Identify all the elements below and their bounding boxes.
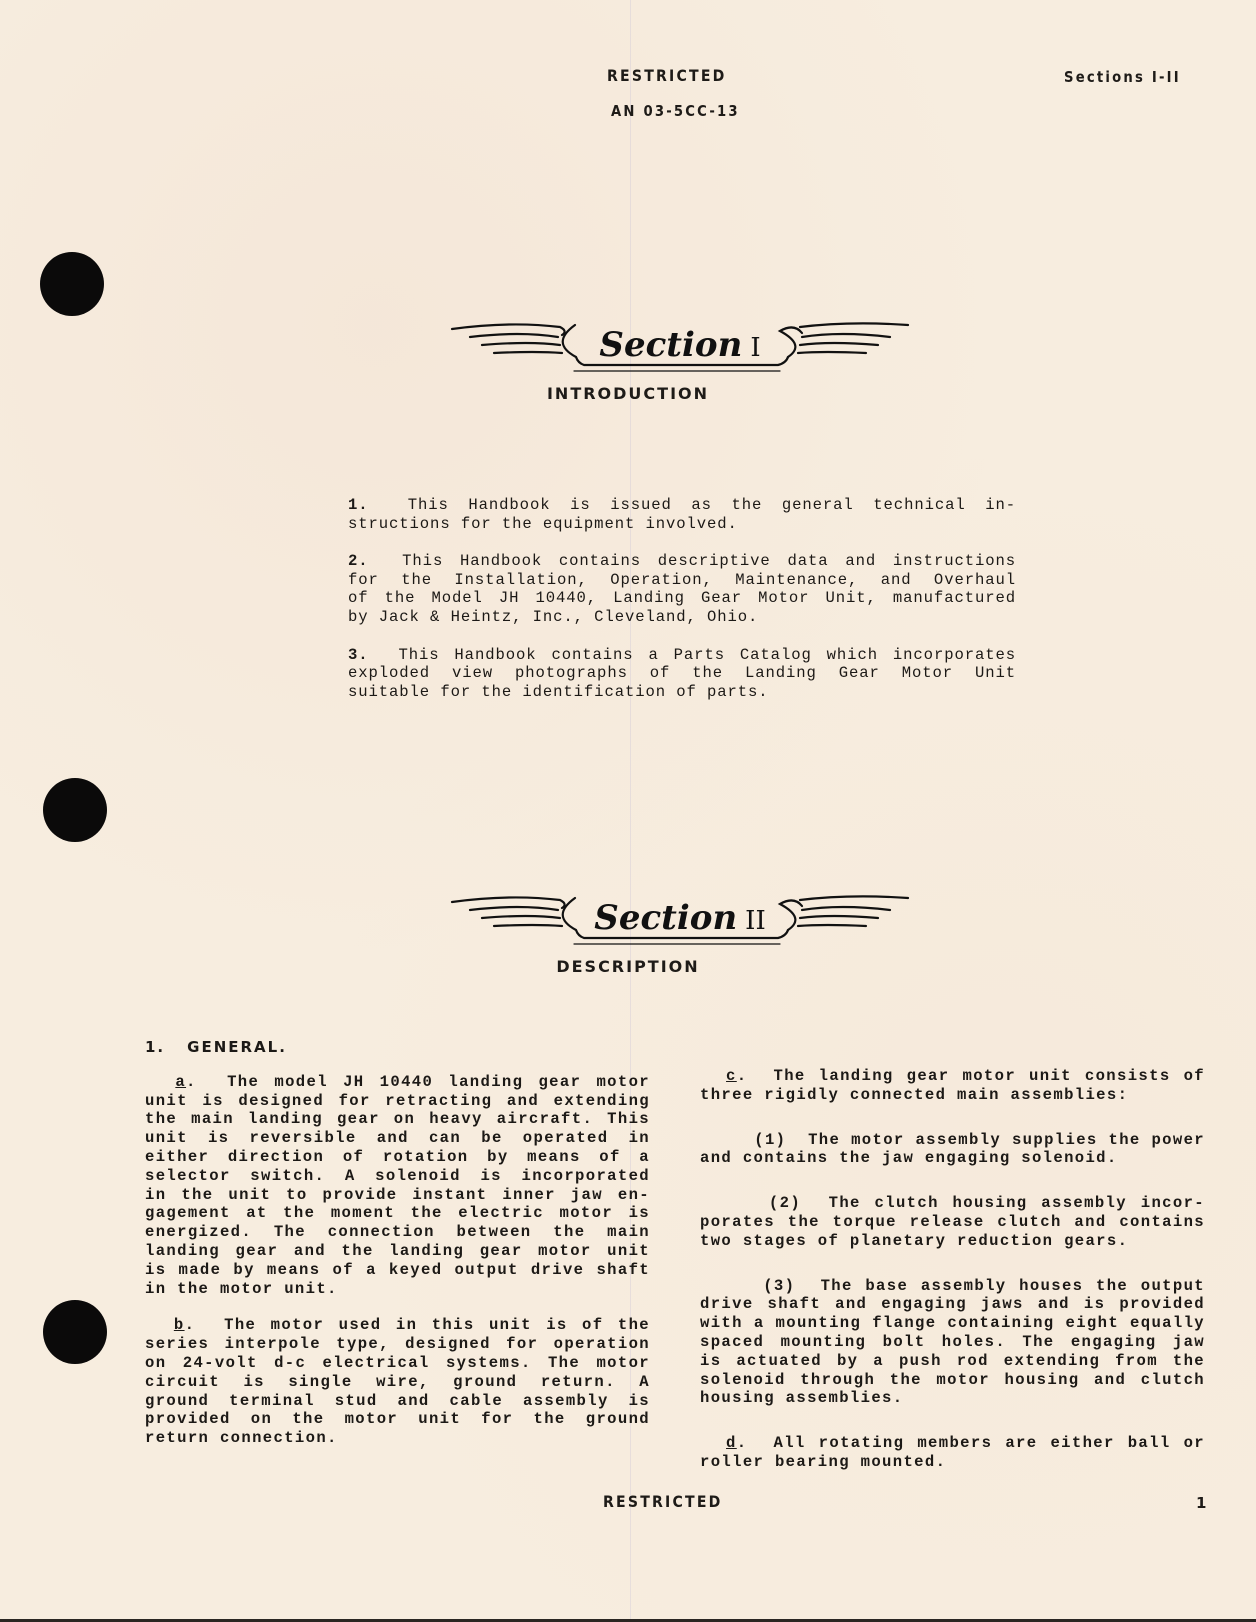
section-1-title — [450, 325, 910, 365]
text-line: in the motor unit. — [145, 1279, 338, 1298]
footer-classification: RESTRICTED — [603, 1492, 723, 1511]
section-1-banner — [450, 315, 910, 385]
description-left-column — [145, 1038, 650, 1466]
text-line: spaced mounting bolt holes. The engaging jaw — [700, 1332, 1205, 1351]
item-marker: b — [173, 1316, 185, 1335]
item-b: b. The motor used in this unit is of the series interpole type, designed for operation on 24-volt d-c electrical systems. The motor circuit is single wire, ground return. A ground terminal stud and cable assembly is provided on the motor unit for the ground return connection. — [145, 1316, 651, 1448]
introduction-body — [348, 496, 1016, 720]
heading-text: GENERAL. — [187, 1038, 287, 1056]
item-a: a. The model JH 10440 landing gear motor unit is designed for retracting and extending the main landing gear on heavy aircraft. This unit is reversible and can be operated in either direction of rotation by means of a selector switch. A solenoid is incorporated in the unit to provide instant inner jaw en- gagement at the moment the electric motor is energized. The connection between the main landing gear and the landing gear motor unit is made by means of a keyed output drive shaft in the motor unit. — [145, 1072, 651, 1298]
header-sections-reference: Sections I-II — [1064, 68, 1181, 86]
header-classification: RESTRICTED — [607, 66, 727, 85]
text-line: solenoid through the motor housing and clutch — [700, 1370, 1205, 1389]
text-line: The clutch housing assembly incor- — [828, 1194, 1205, 1213]
text-line: is made by means of a keyed output drive shaft — [145, 1260, 650, 1279]
paragraph-number: 3. — [348, 645, 369, 664]
item-d: d. All rotating members are either ball or roller bearing mounted. — [700, 1434, 1205, 1471]
text-line: The motor assembly supplies the power — [808, 1130, 1205, 1149]
binder-hole-middle — [43, 778, 107, 842]
section-label: Section — [594, 898, 738, 938]
text-line: return connection. — [145, 1429, 338, 1448]
general-heading — [145, 1038, 650, 1057]
item-c-3 — [700, 1277, 1205, 1409]
text-line: This Handbook is issued as the general technical in- — [407, 496, 1017, 514]
text-line: The motor used in this unit is of the — [224, 1316, 651, 1335]
text-line: housing assemblies. — [700, 1389, 904, 1408]
intro-paragraph-3 — [348, 646, 1016, 702]
text-line: circuit is single wire, ground return. A — [145, 1372, 650, 1391]
text-line: All rotating members are either ball or — [773, 1434, 1205, 1453]
section-label: Section — [599, 325, 743, 365]
item-marker: c — [726, 1067, 737, 1085]
text-line: unit is reversible and can be operated in — [145, 1129, 650, 1148]
text-line: by Jack & Heintz, Inc., Cleveland, Ohio. — [348, 607, 759, 626]
text-line: for the Installation, Operation, Maintenance, and Overhaul — [348, 570, 1016, 589]
section-numeral: I — [750, 333, 761, 363]
text-line: series interpole type, designed for operation — [145, 1335, 650, 1354]
intro-paragraph-1 — [348, 496, 1016, 533]
text-line: This Handbook contains descriptive data and instructions — [402, 552, 1017, 571]
subitem-number: (2) — [768, 1194, 802, 1213]
text-line: suitable for the identification of parts. — [348, 682, 769, 701]
text-line: two stages of planetary reduction gears. — [700, 1231, 1129, 1250]
section-2-subtitle: DESCRIPTION — [556, 957, 700, 976]
text-line: unit is designed for retracting and extending — [145, 1091, 650, 1110]
footer-page-number: 1 — [1196, 1494, 1209, 1512]
text-line: drive shaft and engaging jaws and is provided — [700, 1295, 1205, 1314]
text-line: with a mounting flange containing eight equally — [700, 1314, 1205, 1333]
item-marker: d — [726, 1434, 737, 1453]
text-line: and contains the jaw engaging solenoid. — [700, 1149, 1118, 1168]
subitem-number: (3) — [763, 1276, 796, 1295]
text-line: is actuated by a push rod extending from the — [700, 1351, 1205, 1370]
text-line: structions for the equipment involved. — [348, 514, 738, 533]
description-right-column — [700, 1067, 1205, 1490]
item-c-2 — [700, 1194, 1205, 1250]
text-line: The model JH 10440 landing gear motor — [227, 1072, 651, 1091]
section-1-subtitle: INTRODUCTION — [546, 384, 710, 403]
text-line: three rigidly connected main assemblies: — [700, 1085, 1129, 1104]
section-numeral: II — [745, 906, 766, 936]
section-2-title — [450, 898, 910, 938]
binder-hole-bottom — [43, 1300, 107, 1364]
section-2-banner — [450, 888, 910, 958]
item-c-1 — [700, 1131, 1205, 1169]
text-line: ground terminal stud and cable assembly is — [145, 1391, 650, 1410]
text-line: gagement at the moment the electric motor is — [145, 1204, 650, 1223]
text-line: selector switch. A solenoid is incorporated — [145, 1166, 650, 1185]
text-line: provided on the motor unit for the ground — [145, 1410, 650, 1429]
text-line: on 24-volt d-c electrical systems. The motor — [145, 1353, 650, 1372]
text-line: in the unit to provide instant inner jaw en- — [145, 1185, 650, 1204]
text-line: either direction of rotation by means of a — [145, 1147, 650, 1166]
text-line: roller bearing mounted. — [700, 1452, 947, 1471]
subitem-number: (1) — [754, 1130, 787, 1149]
item-c: c. The landing gear motor unit consists of three rigidly connected main assemblies: — [700, 1067, 1205, 1104]
text-line: landing gear and the landing gear motor unit — [145, 1241, 650, 1260]
heading-number: 1. — [145, 1038, 166, 1056]
item-marker: a — [175, 1072, 187, 1091]
header-document-number: AN 03-5CC-13 — [611, 102, 740, 120]
paragraph-number: 2. — [348, 552, 369, 571]
text-line: porates the torque release clutch and contains — [700, 1212, 1205, 1231]
text-line: the main landing gear on heavy aircraft. This — [145, 1110, 650, 1129]
text-line: exploded view photographs of the Landing Gear Motor Unit — [348, 664, 1016, 683]
text-line: energized. The connection between the main — [145, 1223, 650, 1242]
text-line: of the Model JH 10440, Landing Gear Motor Unit, manufactured — [348, 589, 1016, 608]
text-line: The base assembly houses the output — [820, 1276, 1206, 1295]
binder-hole-top — [40, 252, 104, 316]
intro-paragraph-2 — [348, 552, 1016, 626]
text-line: This Handbook contains a Parts Catalog which incorporates — [398, 645, 1017, 664]
paragraph-number: 1. — [348, 496, 369, 514]
text-line: The landing gear motor unit consists of — [773, 1067, 1205, 1085]
